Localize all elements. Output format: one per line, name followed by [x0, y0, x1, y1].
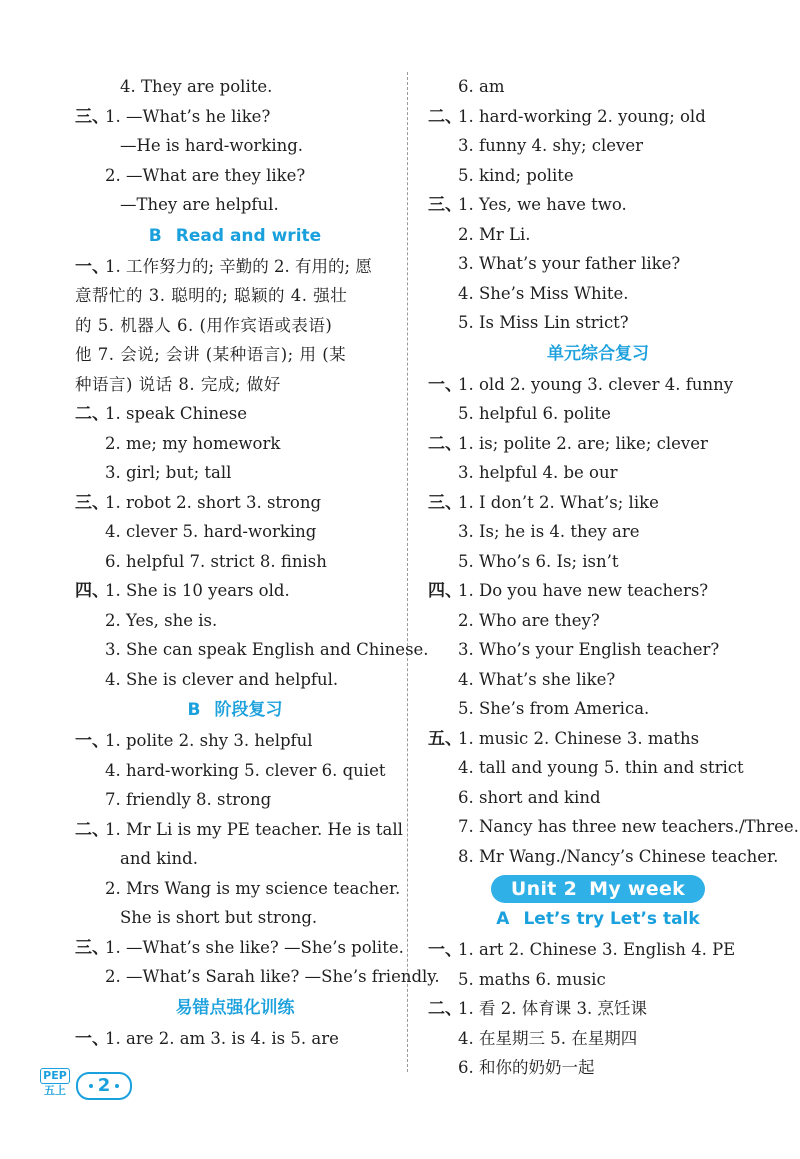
answer-line	[428, 753, 768, 783]
answer-text: 种语言) 说话 8. 完成; 做好	[75, 374, 281, 394]
answer-line	[75, 665, 395, 695]
answer-text: 1. polite 2. shy 3. helpful	[105, 731, 313, 750]
answer-text: 4. 在星期三 5. 在星期四	[458, 1028, 638, 1048]
answer-line	[428, 370, 768, 400]
answer-line	[428, 1024, 768, 1054]
answer-line	[428, 429, 768, 459]
section-number: 一、	[428, 374, 462, 395]
answer-text: —He is hard-working.	[120, 136, 304, 155]
section-letter: B	[187, 700, 201, 720]
answer-line	[428, 517, 768, 547]
answer-text: 3. Who’s your English teacher?	[458, 640, 720, 659]
answer-text: 5. helpful 6. polite	[458, 404, 611, 423]
section-title	[75, 694, 395, 726]
answer-text: 1. art 2. Chinese 3. English 4. PE	[458, 940, 736, 959]
answer-text: 7. friendly 8. strong	[105, 790, 272, 809]
section-title-text: 阶段复习	[214, 700, 283, 720]
section-number: 一、	[75, 1028, 109, 1049]
answer-text: 6. 和你的奶奶一起	[458, 1058, 595, 1077]
answer-line	[75, 785, 395, 815]
answer-text: 4. hard-working 5. clever 6. quiet	[105, 760, 386, 780]
answer-line	[75, 190, 395, 220]
page-number-value: 2	[97, 1075, 111, 1096]
answer-line	[428, 635, 768, 665]
right-column	[428, 72, 799, 1083]
answer-line	[428, 994, 768, 1024]
answer-text: 1. She is 10 years old.	[105, 581, 290, 600]
answer-text: 1. robot 2. short 3. strong	[105, 492, 322, 512]
answer-text: 4. What’s she like?	[458, 669, 616, 689]
unit-title: My week	[589, 878, 686, 900]
answer-line	[75, 606, 395, 636]
answer-line	[428, 783, 768, 813]
answer-text: 1. hard-working 2. young; old	[458, 106, 706, 126]
answer-line	[75, 399, 395, 429]
answer-line	[428, 220, 768, 250]
answer-line	[75, 161, 395, 191]
answer-text: 2. me; my homework	[105, 433, 281, 453]
answer-line	[428, 458, 768, 488]
answer-line	[428, 606, 768, 636]
answer-text: 1. are 2. am 3. is 4. is 5. are	[105, 1028, 339, 1048]
answer-line	[75, 903, 395, 933]
answer-text: 2. Who are they?	[458, 610, 600, 630]
answer-line	[428, 842, 779, 872]
answer-text: 5. Who’s 6. Is; isn’t	[458, 551, 619, 571]
answer-line	[428, 399, 768, 429]
answer-text: 3. She can speak English and Chinese.	[105, 640, 429, 659]
answer-text: 2. —What are they like?	[105, 165, 306, 185]
answer-text: 1. old 2. young 3. clever 4. funny	[458, 374, 734, 394]
answer-line	[75, 488, 395, 518]
section-number: 二、	[428, 999, 462, 1019]
section-title-text: 易错点强化训练	[175, 997, 295, 1018]
answer-text: 1. Yes, we have two.	[458, 195, 627, 214]
answer-text: 2. —What’s Sarah like? —She’s friendly.	[105, 967, 440, 986]
answer-line	[75, 576, 395, 606]
answer-line	[75, 1024, 395, 1054]
answer-text: 3. helpful 4. be our	[458, 463, 618, 482]
answer-line	[428, 1053, 768, 1083]
answer-line	[75, 547, 395, 577]
section-title	[75, 992, 395, 1024]
answer-line	[428, 576, 768, 606]
section-number: 二、	[428, 106, 462, 127]
section-number: 二、	[75, 819, 109, 840]
section-number: 三、	[75, 492, 109, 513]
answer-line	[428, 102, 768, 132]
answer-text: 意帮忙的 3. 聪明的; 聪颖的 4. 强壮	[75, 286, 348, 305]
answer-text: —They are helpful.	[120, 195, 279, 214]
answer-line	[75, 815, 403, 845]
answer-line	[428, 812, 799, 842]
answer-line	[75, 844, 395, 874]
answer-line	[75, 635, 429, 665]
section-letter: B	[148, 225, 162, 246]
answer-text: 1. is; polite 2. are; like; clever	[458, 433, 708, 453]
answer-text: 1. Mr Li is my PE teacher. He is tall	[105, 819, 403, 839]
answer-text: 1. 工作努力的; 辛勤的 2. 有用的; 愿	[105, 256, 372, 276]
answer-line	[428, 131, 768, 161]
section-title-text: 单元综合复习	[547, 343, 649, 364]
section-number: 一、	[428, 940, 462, 960]
answer-text: 5. kind; polite	[458, 165, 574, 185]
page-number	[76, 1072, 132, 1100]
answer-line	[428, 965, 768, 995]
answer-text: 2. Yes, she is.	[105, 610, 218, 630]
section-number: 三、	[428, 492, 462, 513]
column-divider	[407, 72, 408, 1072]
answer-line	[75, 131, 395, 161]
answer-line	[428, 279, 768, 309]
section-number: 五、	[428, 728, 462, 749]
section-title	[428, 338, 768, 370]
section-title-text: Read and write	[175, 225, 322, 246]
answer-line	[75, 340, 395, 370]
section-title-text: Let’s try Let’s talk	[523, 909, 700, 929]
answer-text: 2. Mr Li.	[458, 224, 531, 244]
answer-line	[428, 694, 768, 724]
answer-line	[428, 249, 768, 279]
answer-line	[75, 517, 395, 547]
section-number: 一、	[75, 731, 109, 751]
answer-line	[428, 935, 768, 965]
section-number: 三、	[428, 195, 462, 215]
answer-line	[75, 252, 395, 282]
answer-text: She is short but strong.	[120, 908, 318, 927]
answer-text: 4. She is clever and helpful.	[105, 669, 339, 689]
answer-line	[428, 72, 768, 102]
answer-text: 6. am	[458, 77, 505, 96]
answer-text: 3. What’s your father like?	[458, 254, 681, 273]
section-number: 三、	[75, 106, 109, 127]
answer-line	[428, 488, 768, 518]
section-number: 二、	[428, 433, 462, 454]
section-number: 四、	[75, 581, 109, 601]
answer-line	[75, 726, 395, 756]
answer-line	[75, 370, 395, 400]
answer-line	[428, 547, 768, 577]
answer-text: 1. Do you have new teachers?	[458, 581, 709, 600]
answer-text: 5. Is Miss Lin strict?	[458, 313, 629, 332]
answer-text: 的 5. 机器人 6. (用作宾语或表语)	[75, 315, 333, 335]
answer-text: 4. clever 5. hard-working	[105, 522, 317, 541]
pep-badge	[40, 1068, 70, 1098]
section-title	[428, 903, 768, 935]
section-number: 一、	[75, 256, 109, 277]
answer-text: 8. Mr Wang./Nancy’s Chinese teacher.	[458, 846, 779, 866]
section-number: 四、	[428, 581, 462, 601]
answer-text: and kind.	[120, 849, 198, 868]
answer-text: 5. She’s from America.	[458, 699, 650, 718]
answer-text: 4. They are polite.	[120, 77, 273, 96]
answer-text: 他 7. 会说; 会讲 (某种语言); 用 (某	[75, 345, 347, 364]
answer-text: 1. —What’s he like?	[105, 106, 271, 126]
answer-text: 3. funny 4. shy; clever	[458, 136, 644, 155]
dot-icon	[115, 1084, 119, 1088]
answer-text: 6. helpful 7. strict 8. finish	[105, 551, 327, 571]
answer-text: 1. 看 2. 体育课 3. 烹饪课	[458, 999, 647, 1018]
answer-line	[75, 311, 395, 341]
answer-line	[428, 308, 768, 338]
answer-text: 1. music 2. Chinese 3. maths	[458, 728, 700, 748]
dot-icon	[89, 1084, 93, 1088]
answer-line	[75, 429, 395, 459]
answer-text: 1. speak Chinese	[105, 404, 248, 423]
section-title	[75, 220, 395, 252]
answer-text: 1. I don’t 2. What’s; like	[458, 492, 659, 512]
answer-text: 4. tall and young 5. thin and strict	[458, 758, 744, 777]
answer-line	[428, 190, 768, 220]
answer-line	[75, 962, 440, 992]
answer-line	[75, 756, 395, 786]
answer-text: 7. Nancy has three new teachers./Three.	[458, 817, 799, 836]
answer-text: 3. girl; but; tall	[105, 463, 232, 482]
answer-line	[428, 161, 768, 191]
answer-line	[75, 458, 395, 488]
section-number: 三、	[75, 937, 109, 958]
answer-line	[75, 874, 401, 904]
answer-text: 4. She’s Miss White.	[458, 283, 629, 303]
answer-text: 5. maths 6. music	[458, 969, 606, 989]
section-letter: A	[496, 909, 510, 929]
unit-banner	[491, 875, 705, 903]
answer-line	[428, 724, 768, 754]
answer-line	[428, 665, 768, 695]
answer-text: 3. Is; he is 4. they are	[458, 522, 640, 541]
section-number: 二、	[75, 404, 109, 424]
answer-line	[75, 933, 404, 963]
unit-label: Unit 2	[510, 878, 578, 900]
answer-text: 6. short and kind	[458, 787, 601, 807]
answer-line	[75, 102, 395, 132]
answer-text: 2. Mrs Wang is my science teacher.	[105, 878, 401, 898]
answer-line	[75, 281, 395, 311]
left-column	[75, 72, 440, 1053]
pep-label: PEP	[40, 1068, 70, 1084]
answer-line	[75, 72, 395, 102]
answer-text: 1. —What’s she like? —She’s polite.	[105, 937, 404, 957]
grade-label: 五上	[44, 1084, 66, 1097]
